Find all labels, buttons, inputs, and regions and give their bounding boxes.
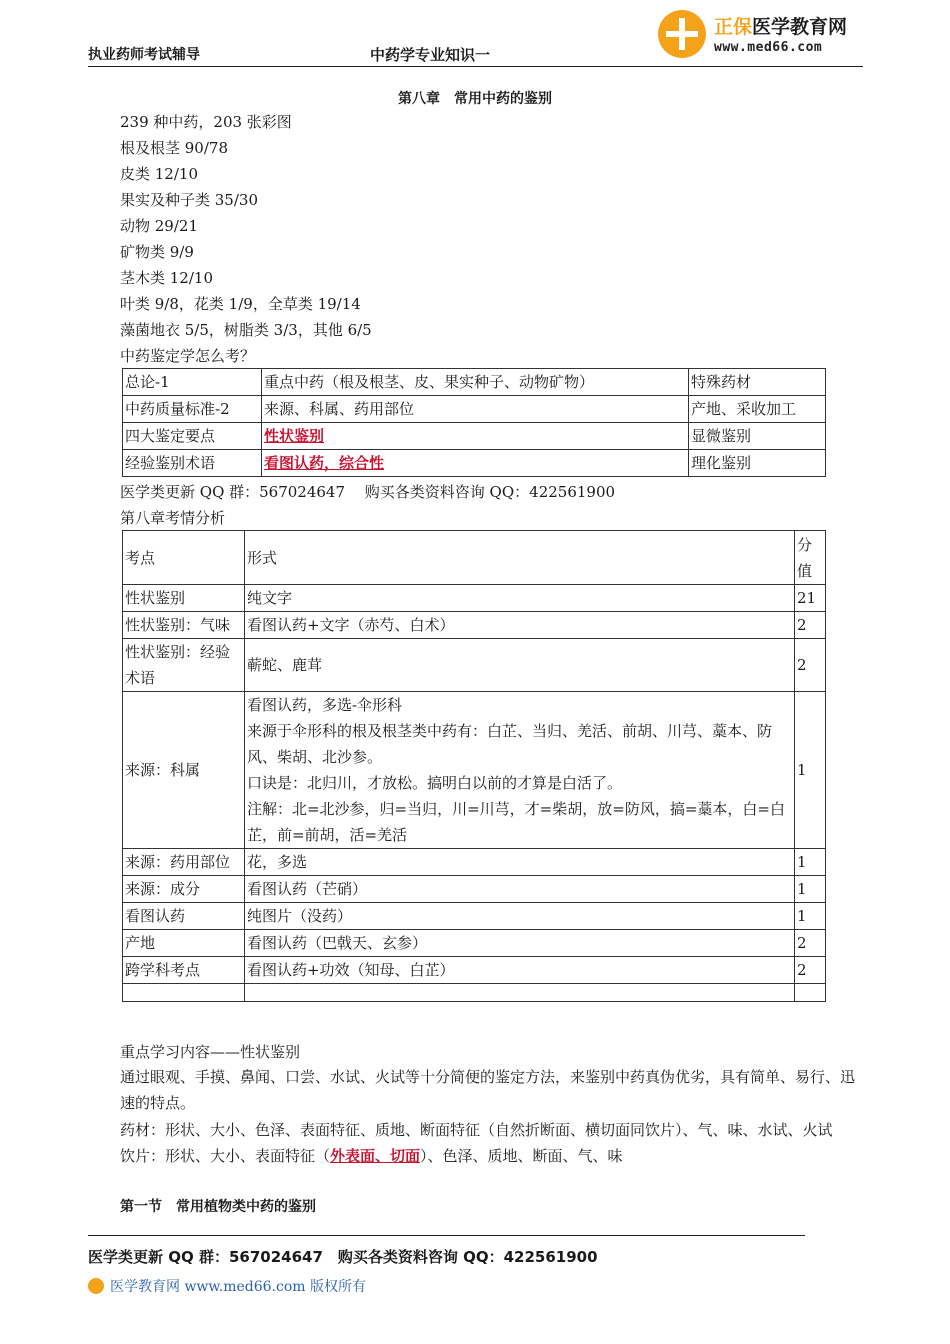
table-header-cell: 考点 — [123, 531, 245, 585]
logo-cross-icon — [658, 10, 706, 58]
form-line: 注解：北=北沙参，归=当归，川=川芎，才=柴胡，放=防风，搞=藁本，白=白芷，前=前胡，活=羌活 — [246, 800, 785, 844]
table-cell: 2 — [795, 639, 826, 692]
stats-line: 239 种中药，203 张彩图 — [120, 113, 292, 131]
logo-brand: 正保医学教育网 — [714, 16, 848, 38]
table-row — [123, 984, 826, 1002]
highlight-text: 性状鉴别 — [264, 427, 325, 445]
form-line: 看图认药，多选-伞形科 — [246, 696, 403, 714]
table-cell: 来源、科属、药用部位 — [262, 396, 689, 423]
table-cell — [262, 450, 689, 477]
brand-mini-icon — [88, 1278, 104, 1294]
table-cell: 产地 — [123, 930, 245, 957]
table-cell — [244, 692, 794, 849]
table-header-cell: 分值 — [795, 531, 826, 585]
table-cell: 看图认药（芒硝） — [244, 876, 794, 903]
table-cell: 四大鉴定要点 — [123, 423, 262, 450]
table-row — [123, 369, 826, 396]
header-center: 中药学专业知识一 — [370, 46, 491, 64]
table-row — [123, 957, 826, 984]
table-cell: 纯图片（没药） — [244, 903, 794, 930]
table-cell: 性状鉴别：气味 — [123, 612, 245, 639]
table-cell: 2 — [795, 957, 826, 984]
table-cell — [262, 423, 689, 450]
footer-qq: 医学类更新 QQ 群：567024647 购买各类资料咨询 QQ：422561900 — [88, 1248, 598, 1266]
table-cell: 1 — [795, 692, 826, 849]
qq-line: 医学类更新 QQ 群：567024647 购买各类资料咨询 QQ：422561900 — [120, 483, 616, 501]
table-cell: 性状鉴别：经验术语 — [123, 639, 245, 692]
table-cell: 跨学科考点 — [123, 957, 245, 984]
highlight-text: 看图认药，综合性 — [264, 454, 385, 472]
table-cell: 中药质量标准-2 — [123, 396, 262, 423]
table-cell: 来源：药用部位 — [123, 849, 245, 876]
table-cell: 花，多选 — [244, 849, 794, 876]
header-left: 执业药师考试辅导 — [88, 47, 200, 63]
table-cell: 看图认药 — [123, 903, 245, 930]
table-row — [123, 612, 826, 639]
table-row — [123, 903, 826, 930]
table-row — [123, 423, 826, 450]
logo-url: www.med66.com — [714, 40, 823, 55]
table-cell: 特殊药材 — [689, 369, 826, 396]
table-row — [123, 930, 826, 957]
section-title: 第一节 常用植物类中药的鉴别 — [120, 1199, 316, 1215]
stats-line: 动物 29/21 — [120, 217, 198, 235]
table-row — [123, 531, 826, 585]
table-cell: 2 — [795, 930, 826, 957]
table-row — [123, 585, 826, 612]
exam-overview-table — [122, 368, 826, 477]
stats-line: 果实及种子类 35/30 — [120, 191, 258, 209]
table-row — [123, 639, 826, 692]
stats-line: 皮类 12/10 — [120, 165, 198, 183]
table-cell: 总论-1 — [123, 369, 262, 396]
table-cell: 1 — [795, 849, 826, 876]
table-row — [123, 849, 826, 876]
form-line: 来源于伞形科的根及根茎类中药有：白芷、当归、羌活、前胡、川芎、藁本、防风、柴胡、北沙参。 — [246, 722, 772, 766]
table-cell: 21 — [795, 585, 826, 612]
table-cell: 产地、采收加工 — [689, 396, 826, 423]
focus-title: 重点学习内容——性状鉴别 — [120, 1043, 301, 1061]
table-cell — [795, 984, 826, 1002]
table-row — [123, 396, 826, 423]
herb-features: 药材：形状、大小、色泽、表面特征、质地、断面特征（自然折断面、横切面同饮片）、气、味、水试、火试 — [120, 1121, 833, 1139]
highlight-text: 外表面、切面 — [330, 1147, 421, 1165]
header-rule — [88, 66, 863, 67]
stats-line: 藻菌地衣 5/5，树脂类 3/3，其他 6/5 — [120, 321, 372, 339]
table-cell: 看图认药（巴戟天、玄参） — [244, 930, 794, 957]
stats-line: 中药鉴定学怎么考？ — [120, 347, 256, 365]
table-cell: 来源：科属 — [123, 692, 245, 849]
table-cell: 1 — [795, 876, 826, 903]
brand-logo[interactable] — [658, 6, 868, 62]
stats-line: 叶类 9/8，花类 1/9，全草类 19/14 — [120, 295, 361, 313]
stats-line: 茎木类 12/10 — [120, 269, 213, 287]
table-cell: 2 — [795, 612, 826, 639]
stats-line: 根及根茎 90/78 — [120, 139, 228, 157]
focus-paragraph: 通过眼观、手摸、鼻闻、口尝、水试、火试等十分简便的鉴定方法，来鉴别中药真伪优劣，具有简单、易行、迅速的特点。 — [120, 1068, 856, 1112]
slice-features: 饮片：形状、大小、表面特征（外表面、切面）、色泽、质地、断面、气、味 — [120, 1147, 623, 1165]
analysis-title: 第八章考情分析 — [120, 509, 226, 527]
chapter-title: 第八章 常用中药的鉴别 — [398, 91, 552, 107]
table-cell: 经验鉴别术语 — [123, 450, 262, 477]
table-cell: 理化鉴别 — [689, 450, 826, 477]
table-row — [123, 876, 826, 903]
table-cell — [123, 984, 245, 1002]
table-cell: 蕲蛇、鹿茸 — [244, 639, 794, 692]
stats-line: 矿物类 9/9 — [120, 243, 194, 261]
table-cell: 显微鉴别 — [689, 423, 826, 450]
table-row — [123, 450, 826, 477]
table-cell: 看图认药+文字（赤芍、白术） — [244, 612, 794, 639]
table-row — [123, 692, 826, 849]
table-cell: 1 — [795, 903, 826, 930]
form-line: 口诀是：北归川，才放松。搞明白以前的才算是白活了。 — [246, 774, 622, 792]
exam-analysis-table — [122, 530, 826, 1002]
table-cell: 性状鉴别 — [123, 585, 245, 612]
table-cell — [244, 984, 794, 1002]
footer-copyright[interactable]: 医学教育网 www.med66.com 版权所有 — [88, 1276, 366, 1296]
footer-rule — [88, 1235, 805, 1236]
table-header-cell: 形式 — [244, 531, 794, 585]
table-cell: 看图认药+功效（知母、白芷） — [244, 957, 794, 984]
table-cell: 来源：成分 — [123, 876, 245, 903]
table-cell: 重点中药（根及根茎、皮、果实种子、动物矿物） — [262, 369, 689, 396]
table-cell: 纯文字 — [244, 585, 794, 612]
